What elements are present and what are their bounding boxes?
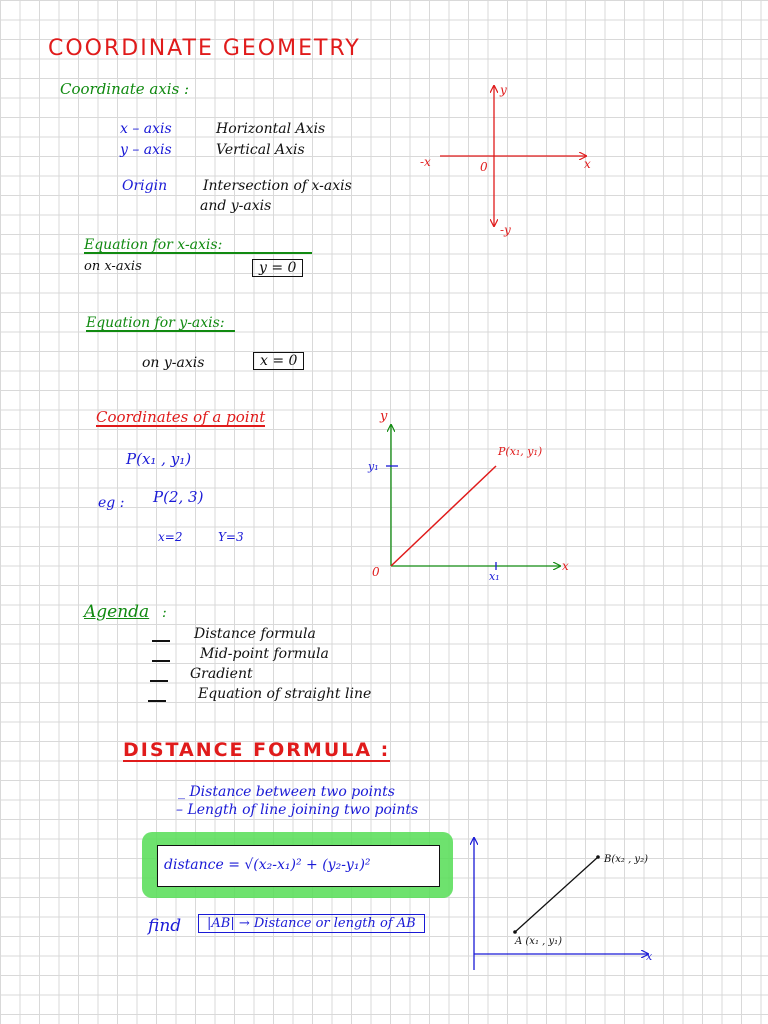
diagram3-x-label: x <box>646 950 653 963</box>
example-y: Y=3 <box>218 530 244 544</box>
distance-formula: distance = √(x₂-x₁)² + (y₂-y₁)² <box>164 857 371 873</box>
diagram2-x1-label: x₁ <box>489 570 500 583</box>
diagram3-segment-ab <box>515 857 598 932</box>
point-general: P(x₁ , y₁) <box>126 450 192 468</box>
diagram3-a-label: A (x₁ , y₁) <box>515 936 563 947</box>
agenda-item-3: Gradient <box>190 666 253 682</box>
example-label: eg : <box>98 495 125 511</box>
agenda-item-1: Distance formula <box>194 626 316 642</box>
diagram3-point-a <box>513 930 517 934</box>
equation-y-text: on y-axis <box>142 355 205 371</box>
distance-point-2: – Length of line joining two points <box>176 802 419 818</box>
diagram2-y-label: y <box>380 409 388 424</box>
origin-label: Origin <box>122 178 168 194</box>
diagram1-origin-label: 0 <box>480 160 488 174</box>
equation-x-text: on x-axis <box>84 259 142 274</box>
distance-heading: DISTANCE FORMULA : <box>123 739 391 761</box>
x-axis-description: Horizontal Axis <box>216 121 326 137</box>
example-point: P(2, 3) <box>153 488 204 506</box>
distance-point-1: _ Distance between two points <box>178 784 395 800</box>
y-axis-description: Vertical Axis <box>216 142 305 158</box>
diagram2-origin-label: 0 <box>372 565 380 579</box>
equation-y-value: x = 0 <box>253 352 304 370</box>
diagram2-x-label: x <box>562 559 569 573</box>
agenda-heading: Agenda <box>84 602 150 622</box>
origin-description-line1: Intersection of x-axis <box>203 178 352 194</box>
find-label: find <box>148 916 182 936</box>
diagram3-point-b <box>596 855 600 859</box>
diagram2-y1-label: y₁ <box>368 460 379 473</box>
diagram2-segment <box>391 466 496 566</box>
find-box: |AB| → Distance or length of AB <box>198 914 425 933</box>
axis-heading: Coordinate axis : <box>60 80 190 98</box>
x-axis-label: x – axis <box>120 121 172 137</box>
diagram2-point-label: P(x₁, y₁) <box>498 445 543 458</box>
y-axis-label: y – axis <box>120 142 172 158</box>
agenda-colon: : <box>162 605 167 621</box>
diagram1-x-label: x <box>584 157 591 171</box>
origin-description-line2: and y-axis <box>200 198 272 214</box>
diagram1-neg-x-label: -x <box>420 155 431 169</box>
diagram1-neg-y-label: -y <box>500 223 511 237</box>
equation-x-value: y = 0 <box>252 259 303 277</box>
point-heading: Coordinates of a point <box>96 408 266 426</box>
equation-x-heading: Equation for x-axis: <box>84 238 312 254</box>
page-title: COORDINATE GEOMETRY <box>48 36 361 61</box>
diagram3-b-label: B(x₂ , y₂) <box>604 854 648 865</box>
diagram1-y-label: y <box>500 83 507 97</box>
equation-y-heading: Equation for y-axis: <box>86 316 235 332</box>
agenda-item-4: Equation of straight line <box>198 686 372 702</box>
example-x: x=2 <box>158 530 183 544</box>
agenda-item-2: Mid-point formula <box>200 646 329 662</box>
